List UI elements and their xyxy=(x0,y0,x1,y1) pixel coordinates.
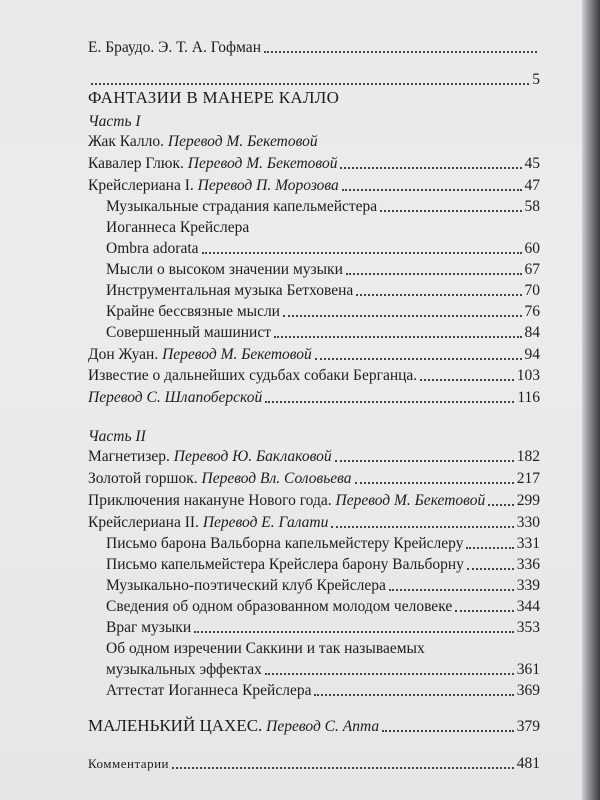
leader-dots xyxy=(340,167,521,169)
toc-subentry xyxy=(106,618,540,638)
leader-dots xyxy=(274,336,522,338)
entry-title: Враг музыки xyxy=(106,619,192,636)
entry-title: Дон Жуан. xyxy=(88,346,159,363)
leader-dots xyxy=(331,526,513,528)
leader-dots xyxy=(355,482,514,484)
leader-dots xyxy=(265,401,514,403)
page-number: 481 xyxy=(516,755,540,772)
leader-dots xyxy=(488,504,514,506)
entry-translator: Перевод Вл. Соловьева xyxy=(201,470,352,487)
toc-entry-intro xyxy=(88,38,540,58)
toc-entry xyxy=(88,132,540,152)
part-label: Часть II xyxy=(88,428,146,445)
page-edge-shadow xyxy=(582,0,600,800)
page-number: 344 xyxy=(516,598,540,615)
entry-translator: Перевод М. Бекетовой xyxy=(187,155,338,172)
leader-dots xyxy=(314,694,513,696)
toc-subentry xyxy=(106,260,540,280)
toc-subentry xyxy=(106,576,540,596)
entry-title: Музыкально-поэтический клуб Крейслера xyxy=(106,577,386,594)
page-number: 182 xyxy=(516,448,540,465)
page-number: 330 xyxy=(516,514,540,531)
toc-entry xyxy=(88,469,540,489)
leader-dots xyxy=(356,294,521,296)
toc-entry-comments xyxy=(88,754,540,774)
leader-dots xyxy=(315,358,522,360)
toc-subentry xyxy=(106,681,540,701)
entry-title: Иоганнеса Крейслера xyxy=(106,219,250,236)
leader-dots xyxy=(264,51,537,53)
toc-subentry xyxy=(106,239,540,259)
toc-entry xyxy=(88,345,540,365)
toc-subentry xyxy=(106,597,540,617)
page-number: 336 xyxy=(516,556,540,573)
page-number: 47 xyxy=(524,177,540,194)
leader-dots xyxy=(265,673,514,675)
toc-subentry xyxy=(106,660,540,680)
part-label: Часть I xyxy=(88,113,141,130)
entry-title: Золотой горшок. xyxy=(88,470,198,487)
toc-entry xyxy=(88,366,540,386)
entry-title: Комментарии xyxy=(88,756,169,771)
leader-dots xyxy=(283,315,522,317)
entry-translator: Перевод М. Бекетовой xyxy=(167,133,318,150)
entry-title: Музыкальные страдания капельмейстера xyxy=(106,198,378,215)
leader-dots xyxy=(346,273,522,275)
leader-dots xyxy=(194,631,514,633)
page-number: 353 xyxy=(516,619,540,636)
entry-title: Жак Калло. xyxy=(88,133,165,150)
leader-dots xyxy=(382,730,514,732)
toc-entry-intro-page xyxy=(88,70,540,90)
page-number: 84 xyxy=(524,324,540,341)
entry-translator: Перевод М. Бекетовой xyxy=(335,492,486,509)
leader-dots xyxy=(389,589,514,591)
section-heading: ФАНТАЗИИ В МАНЕРЕ КАЛЛО xyxy=(88,88,340,107)
toc-subentry xyxy=(106,197,540,217)
entry-title: Ombra adorata xyxy=(106,240,199,257)
entry-title: Письмо барона Вальборна капельмейстеру Крейслеру xyxy=(106,535,464,552)
toc-subentry xyxy=(106,534,540,554)
toc-subentry xyxy=(106,639,540,659)
toc-subentry xyxy=(106,555,540,575)
toc-entry xyxy=(88,176,540,196)
entry-title: Аттестат Иоганнеса Крейслера xyxy=(106,682,312,699)
entry-translator: Перевод Ю. Баклаковой xyxy=(173,448,332,465)
toc-entry-section xyxy=(88,716,540,737)
leader-dots xyxy=(172,767,514,769)
section-heading: МАЛЕНЬКИЙ ЦАХЕС. xyxy=(88,716,263,735)
entry-title: Кавалер Глюк. xyxy=(88,155,184,172)
page-number: 331 xyxy=(516,535,540,552)
page-number: 76 xyxy=(524,303,540,320)
entry-title: Совершенный машинист xyxy=(106,324,271,341)
leader-dots xyxy=(202,252,522,254)
page-number: 5 xyxy=(532,71,540,88)
entry-title: Приключения накануне Нового года. xyxy=(88,492,332,509)
page-number: 361 xyxy=(516,661,540,678)
page-number: 379 xyxy=(516,718,540,735)
page-number: 339 xyxy=(516,577,540,594)
toc-subentry xyxy=(106,323,540,343)
page-number: 369 xyxy=(516,682,540,699)
entry-title: Крейслериана I. xyxy=(88,177,194,194)
leader-dots xyxy=(380,210,521,212)
page-number: 116 xyxy=(517,389,540,406)
leader-dots xyxy=(335,460,514,462)
entry-title: Известие о дальнейших судьбах собаки Берганца. xyxy=(88,367,418,384)
entry-translator: Перевод Е. Галати xyxy=(202,514,329,531)
entry-title: Инструментальная музыка Бетховена xyxy=(106,282,354,299)
page-number: 45 xyxy=(524,155,540,172)
entry-title: Письмо капельмейстера Крейслера барону Вальборну xyxy=(106,556,464,573)
entry-title: музыкальных эффектах xyxy=(106,661,262,678)
page-number: 103 xyxy=(516,367,540,384)
leader-dots xyxy=(466,547,513,549)
toc-subentry xyxy=(106,281,540,301)
toc-entry xyxy=(88,447,540,467)
entry-title: Крайне бессвязные мысли xyxy=(106,303,280,320)
toc-entry xyxy=(88,388,540,408)
entry-translator: Перевод С. Апта xyxy=(266,718,380,735)
page-number: 58 xyxy=(524,198,540,215)
toc-subentry xyxy=(106,302,540,322)
toc-entry xyxy=(88,491,540,511)
toc-entry xyxy=(88,154,540,174)
toc-entry xyxy=(88,513,540,533)
entry-title: Сведения об одном образованном молодом человеке xyxy=(106,598,453,615)
leader-dots xyxy=(342,189,522,191)
leader-dots xyxy=(467,568,514,570)
entry-translator: Перевод П. Морозова xyxy=(197,177,339,194)
leader-dots xyxy=(91,83,529,85)
page-number: 217 xyxy=(516,470,540,487)
page-number: 60 xyxy=(524,240,540,257)
entry-title: Крейслериана II. xyxy=(88,514,199,531)
leader-dots xyxy=(420,379,514,381)
entry-title: Мысли о высоком значении музыки xyxy=(106,261,343,278)
entry-title: Магнетизер. xyxy=(88,448,170,465)
leader-dots xyxy=(455,610,514,612)
page-number: 67 xyxy=(524,261,540,278)
page-number: 299 xyxy=(516,492,540,509)
entry-title: Е. Браудо. Э. Т. А. Гофман xyxy=(88,39,261,56)
page-number: 94 xyxy=(524,346,540,363)
entry-title: Об одном изречении Саккини и так называемых xyxy=(106,640,425,657)
toc-subentry xyxy=(106,218,540,238)
page-number: 70 xyxy=(524,282,540,299)
entry-translator: Перевод С. Шлапоберской xyxy=(88,389,263,406)
entry-translator: Перевод М. Бекетовой xyxy=(162,346,312,363)
